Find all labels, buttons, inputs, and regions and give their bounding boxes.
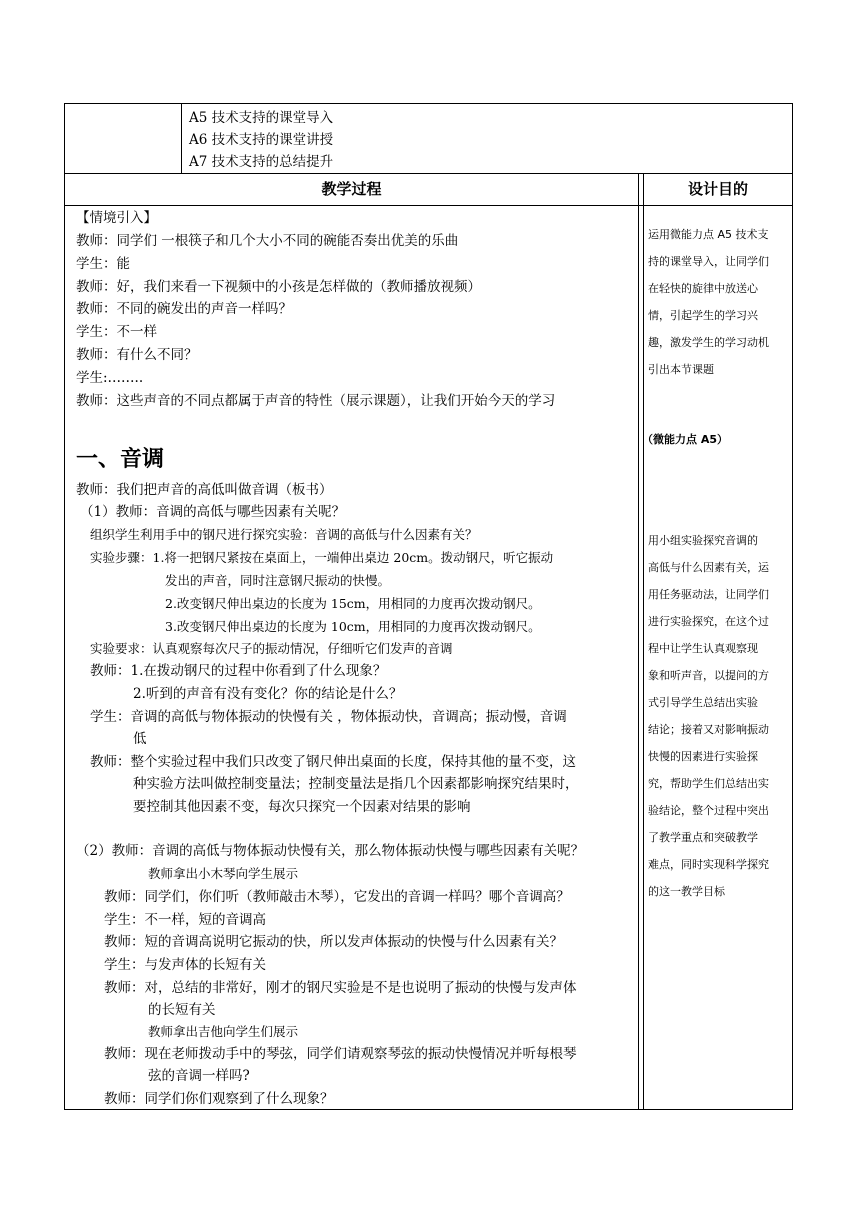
technique-item: A6 技术支持的课堂讲授 xyxy=(189,132,334,148)
dialogue-line: 学生：能 xyxy=(76,256,130,272)
purpose-line: 验结论，整个过程中突出 xyxy=(648,804,769,817)
dialogue-line: 实验要求：认真观察每次尺子的振动情况，仔细听它们发声的音调 xyxy=(90,641,453,656)
process-header: 教学过程 xyxy=(321,180,382,198)
purpose-line: 结论；接着又对影响振动 xyxy=(648,723,769,736)
technique-list xyxy=(189,107,333,173)
dialogue-line: 学生：音调的高低与物体振动的快慢有关 ，物体振动快，音调高；振动慢，音调 xyxy=(90,709,567,725)
purpose-line: 的这一教学目标 xyxy=(648,885,725,898)
dialogue-line: 教师：不同的碗发出的声音一样吗？ xyxy=(76,301,292,317)
purpose-line: 情，引起学生的学习兴 xyxy=(648,309,758,322)
technique-label-cell xyxy=(65,104,182,173)
purpose-line: 引出本节课题 xyxy=(648,363,714,376)
dialogue-line: 2.改变钢尺伸出桌边的长度为 15cm，用相同的力度再次拨动钢尺。 xyxy=(165,596,541,611)
dialogue-line: 教师：我们把声音的高低叫做音调（板书） xyxy=(76,482,333,498)
technique-item: A5 技术支持的课堂导入 xyxy=(189,110,334,126)
dialogue-line: 要控制其他因素不变，每次只探究一个因素对结果的影响 xyxy=(133,799,471,815)
dialogue-line: 教师：同学们，你们听（教师敲击木琴），它发出的音调一样吗？哪个音调高？ xyxy=(104,889,570,905)
dialogue-line: 组织学生利用手中的钢尺进行探究实验：音调的高低与什么因素有关？ xyxy=(90,527,478,542)
dialogue-line: 弦的音调一样吗? xyxy=(148,1068,250,1084)
section-heading: 一、音调 xyxy=(76,447,165,472)
dialogue-line: 教师拿出小木琴向学生展示 xyxy=(148,866,299,881)
dialogue-line: 学生：不一样，短的音调高 xyxy=(104,912,266,928)
dialogue-line: 低 xyxy=(133,731,147,747)
purpose-line: 在轻快的旋律中放送心 xyxy=(648,282,758,295)
purpose-line: 究，帮助学生们总结出实 xyxy=(648,777,769,790)
dialogue-line: 教师拿出吉他向学生们展示 xyxy=(148,1024,299,1039)
dialogue-line: 教师：这些声音的不同点都属于声音的特性（展示课题），让我们开始今天的学习 xyxy=(76,393,556,409)
purpose-line: 高低与什么因素有关，运 xyxy=(648,561,769,574)
dialogue-line: 学生：不一样 xyxy=(76,324,157,340)
purpose-line: 持的课堂导入，让同学们 xyxy=(648,255,769,268)
dialogue-line: 的长短有关 xyxy=(148,1002,216,1018)
purpose-line: 象和听声音，以提问的方 xyxy=(648,669,769,682)
purpose-line: 用任务驱动法，让同学们 xyxy=(648,588,769,601)
dialogue-line: （1）教师：音调的高低与哪些因素有关呢？ xyxy=(80,504,346,520)
dialogue-line: 教师：有什么不同？ xyxy=(76,347,198,363)
table-header xyxy=(64,173,793,206)
technique-item: A7 技术支持的总结提升 xyxy=(189,154,334,170)
dialogue-line: 教师：短的音调高说明它振动的快，所以发声体振动的快慢与什么因素有关？ xyxy=(104,934,563,950)
dialogue-line: 教师：好，我们来看一下视频中的小孩是怎样做的（教师播放视频） xyxy=(76,279,481,295)
dialogue-line: 发出的声音，同时注意钢尺振动的快慢。 xyxy=(165,573,391,588)
purpose-block-intro xyxy=(648,221,788,383)
dialogue-line: 教师：同学们你们观察到了什么现象？ xyxy=(104,1091,334,1107)
purpose-line: 程中让学生认真观察现 xyxy=(648,642,758,655)
dialogue-line: 教师：1.在拨动钢尺的过程中你看到了什么现象？ xyxy=(90,663,387,679)
dialogue-line: 学生：与发声体的长短有关 xyxy=(104,957,266,973)
purpose-line: 式引导学生总结出实验 xyxy=(648,696,758,709)
dialogue-line: 实验步骤：1.将一把钢尺紧按在桌面上，一端伸出桌边 20cm。拨动钢尺，听它振动 xyxy=(90,550,554,565)
purpose-line: 了教学重点和突破教学 xyxy=(648,831,758,844)
purpose-line: 难点，同时实现科学探究 xyxy=(648,858,769,871)
intro-section-label: 【情境引入】 xyxy=(76,210,157,226)
purpose-line: 快慢的因素进行实验探 xyxy=(648,750,758,763)
purpose-line: 趣，激发学生的学习动机 xyxy=(648,336,769,349)
dialogue-line: 教师：整个实验过程中我们只改变了钢尺伸出桌面的长度，保持其他的量不变，这 xyxy=(90,754,576,770)
dialogue-line: 学生:…….. xyxy=(76,370,144,386)
dialogue-line: 教师：对，总结的非常好，刚才的钢尺实验是不是也说明了振动的快慢与发声体 xyxy=(104,980,577,996)
technique-table xyxy=(64,103,793,174)
purpose-note: （微能力点 A5） xyxy=(642,433,728,446)
dialogue-line: 种实验方法叫做控制变量法；控制变量法是指几个因素都影响探究结果时， xyxy=(133,776,579,792)
dialogue-line: 教师：现在老师拨动手中的琴弦，同学们请观察琴弦的振动快慢情况并听每根琴 xyxy=(104,1046,577,1062)
purpose-block-section1 xyxy=(648,527,788,905)
dialogue-line: 2.听到的声音有没有变化？你的结论是什么？ xyxy=(133,686,403,702)
purpose-header: 设计目的 xyxy=(687,180,748,198)
dialogue-line: 教师：同学们 一根筷子和几个大小不同的碗能否奏出优美的乐曲 xyxy=(76,233,459,249)
purpose-line: 运用微能力点 A5 技术支 xyxy=(648,228,769,241)
purpose-line: 进行实验探究，在这个过 xyxy=(648,615,769,628)
dialogue-line: 3.改变钢尺伸出桌边的长度为 10cm，用相同的力度再次拨动钢尺。 xyxy=(165,619,541,634)
dialogue-line: （2）教师：音调的高低与物体振动快慢有关，那么物体振动快慢与哪些因素有关呢？ xyxy=(76,843,585,859)
purpose-line: 用小组实验探究音调的 xyxy=(648,534,758,547)
